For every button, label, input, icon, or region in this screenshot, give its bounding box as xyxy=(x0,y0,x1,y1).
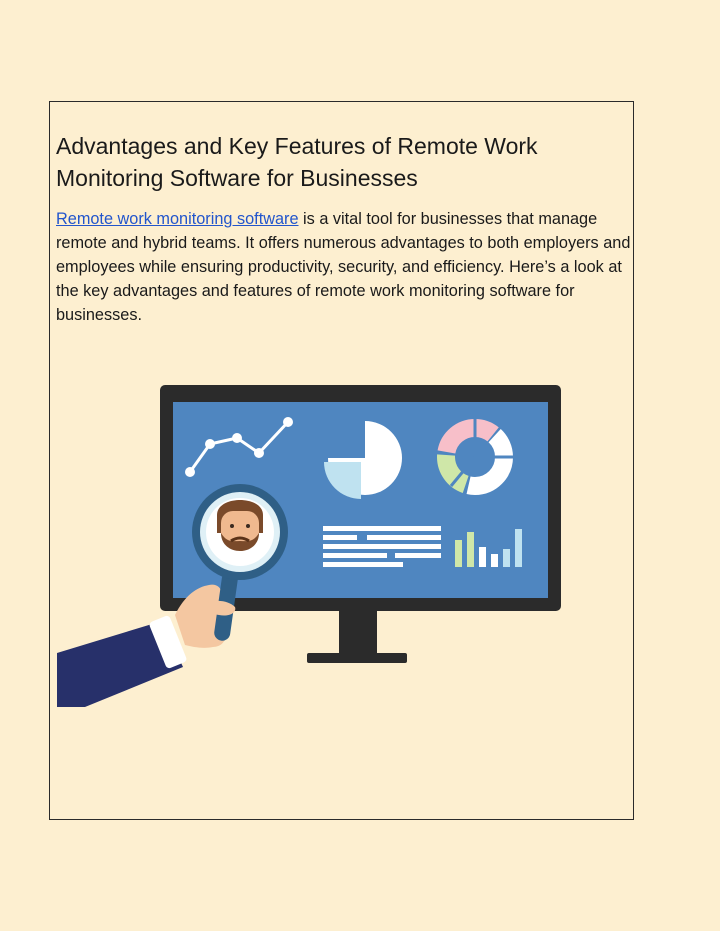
monitor-stand-icon xyxy=(307,610,407,663)
page-title: Advantages and Key Features of Remote Work Monitoring Software for Businesses xyxy=(56,133,538,191)
document-frame xyxy=(49,101,634,820)
monitoring-illustration xyxy=(57,385,567,710)
intro-text: is a vital tool for businesses that manage remote and hybrid teams. It offers numerous advantages to both employers and employees while ensuring productivity, security, and efficiency. Here’s a look at the key advantages and features of remote work monitoring software for businesses. xyxy=(56,210,631,324)
hand-icon xyxy=(57,585,230,707)
remote-work-monitoring-link[interactable]: Remote work monitoring software xyxy=(56,210,299,228)
intro-paragraph xyxy=(56,207,634,327)
